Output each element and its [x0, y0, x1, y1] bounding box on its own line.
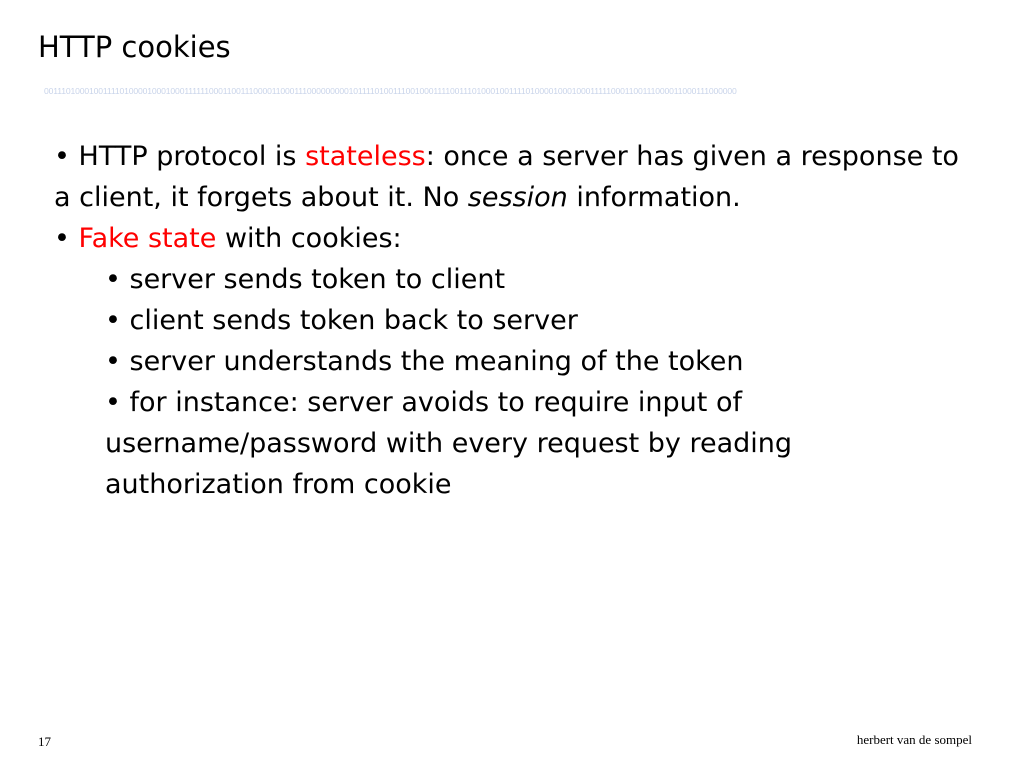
sub-bullet-for-instance: • for instance: server avoids to require input of username/password with every request by reading authorization from cookie	[105, 387, 793, 500]
slide-body	[54, 136, 974, 505]
bullet-fake-state	[54, 218, 974, 259]
bullet-stateless	[54, 136, 974, 218]
bullet-text: : once a server has given a response to a client, it forgets about it. No	[54, 141, 959, 213]
page-number: 17	[38, 734, 51, 749]
bullet-text: information.	[567, 182, 741, 213]
emphasis-session: session	[467, 182, 568, 213]
bullet-text: with cookies:	[216, 223, 402, 254]
author-footer: herbert van de sompel	[856, 732, 972, 747]
sub-bullet-server-understands: • server understands the meaning of the token	[105, 346, 744, 377]
bullet-marker: •	[54, 141, 79, 172]
binary-decoration: 00111010001001111010000100010001111110001100111000011000111000000000101111010011100100011110011101000100111101000010001000111110001100111000011000111000000	[44, 86, 737, 96]
slide-title: HTTP cookies	[38, 30, 231, 64]
bullet-marker: •	[54, 223, 79, 254]
sub-bullet-client-sends: • client sends token back to server	[105, 305, 578, 336]
highlight-fake-state: Fake state	[78, 223, 217, 254]
highlight-stateless: stateless	[305, 141, 426, 172]
sub-bullet-server-sends: • server sends token to client	[105, 264, 506, 295]
bullet-text: HTTP protocol is	[78, 141, 306, 172]
